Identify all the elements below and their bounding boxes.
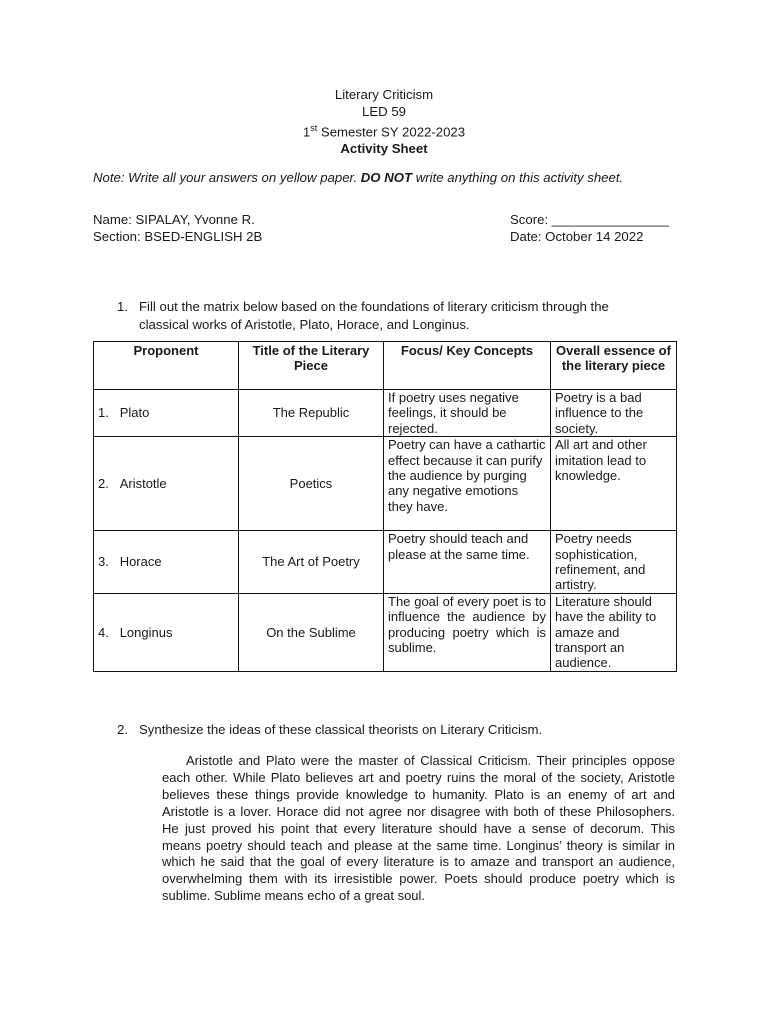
table-row xyxy=(94,531,677,594)
essence-cell: Poetry needs sophistication, refinement, and artistry. xyxy=(551,531,677,594)
semester-ordinal: 1 xyxy=(302,124,311,140)
semester-rest: Semester SY 2022-2023 xyxy=(317,124,466,140)
header-title: Title of the Literary Piece xyxy=(239,342,384,390)
focus-cell: If poetry uses negative feelings, it should be rejected. xyxy=(384,390,551,437)
table-row xyxy=(94,437,677,531)
header-essence: Overall essence of the literary piece xyxy=(551,342,677,390)
title-cell: The Art of Poetry xyxy=(239,531,384,594)
essence-cell: All art and other imitation lead to knowledge. xyxy=(551,437,677,531)
focus-cell: Poetry should teach and please at the same time. xyxy=(384,531,551,594)
document-header xyxy=(0,87,768,157)
matrix-header-row xyxy=(94,342,677,390)
proponent-name: Aristotle xyxy=(119,476,167,492)
note-part2: write anything on this activity sheet. xyxy=(412,170,624,185)
question1-number: 1. xyxy=(117,299,128,314)
criticism-matrix xyxy=(93,341,677,672)
focus-cell: The goal of every poet is to influence the audience by producing poetry which is sublime. xyxy=(384,593,551,671)
note-emphasis: DO NOT xyxy=(360,170,413,185)
proponent-cell xyxy=(94,593,239,671)
title-cell: The Republic xyxy=(239,390,384,437)
date-field: Date: October 14 2022 xyxy=(510,229,644,244)
student-name: Name: SIPALAY, Yvonne R. xyxy=(93,212,255,227)
essence-cell: Poetry is a bad influence to the society. xyxy=(551,390,677,437)
instruction-note xyxy=(93,170,623,185)
question2-text: Synthesize the ideas of these classical theorists on Literary Criticism. xyxy=(139,722,543,737)
proponent-cell xyxy=(94,390,239,437)
header-proponent: Proponent xyxy=(94,342,239,390)
course-code: LED 59 xyxy=(362,103,406,119)
table-row xyxy=(94,593,677,671)
header-focus: Focus/ Key Concepts xyxy=(384,342,551,390)
table-row xyxy=(94,390,677,437)
title-cell: On the Sublime xyxy=(239,593,384,671)
proponent-name: Horace xyxy=(119,554,162,570)
title-cell: Poetics xyxy=(239,437,384,531)
course-title: Literary Criticism xyxy=(334,87,434,102)
score-field: Score: ________________ xyxy=(510,212,670,227)
sheet-title: Activity Sheet xyxy=(340,140,428,156)
semester-line xyxy=(0,120,768,141)
semester-suffix: st xyxy=(310,123,318,133)
essence-cell: Literature should have the ability to amaze and transport an audience. xyxy=(551,593,677,671)
question1-line2: classical works of Aristotle, Plato, Horace, and Longinus. xyxy=(139,317,470,332)
student-section: Section: BSED-ENGLISH 2B xyxy=(93,229,263,244)
synthesis-answer: Aristotle and Plato were the master of Classical Criticism. Their principles oppose each other. While Plato believes art and poetry ruins the moral of the society, Aristotle believes these things provide knowledge to humanity. Plato is an enemy of art and Aristotle is a lover. Horace did not agree nor disagree with both of these Philosophers. He just proved his point that every literature should have a sense of decorum. This means poetry should teach and please at the same time. Longinus’ theory is similar in which he said that the goal of every literature is to amaze and transport an audience, overwhelming them with its irresistible power. Poets should produce poetry which is sublime. Sublime means echo of a great soul. xyxy=(162,753,675,904)
question1-line1: Fill out the matrix below based on the foundations of literary criticism through the xyxy=(139,299,609,314)
question2-number: 2. xyxy=(117,722,128,737)
note-part1: Note: Write all your answers on yellow paper. xyxy=(93,170,361,185)
proponent-cell xyxy=(94,437,239,531)
row-number: 3. xyxy=(98,554,109,570)
row-number: 2. xyxy=(98,476,109,492)
proponent-name: Plato xyxy=(119,405,150,421)
focus-cell: Poetry can have a cathartic effect because it can purify the audience by purging any negative emotions they have. xyxy=(384,437,551,531)
proponent-name: Longinus xyxy=(119,624,173,640)
row-number: 1. xyxy=(98,405,109,421)
proponent-cell xyxy=(94,531,239,594)
row-number: 4. xyxy=(98,624,109,640)
